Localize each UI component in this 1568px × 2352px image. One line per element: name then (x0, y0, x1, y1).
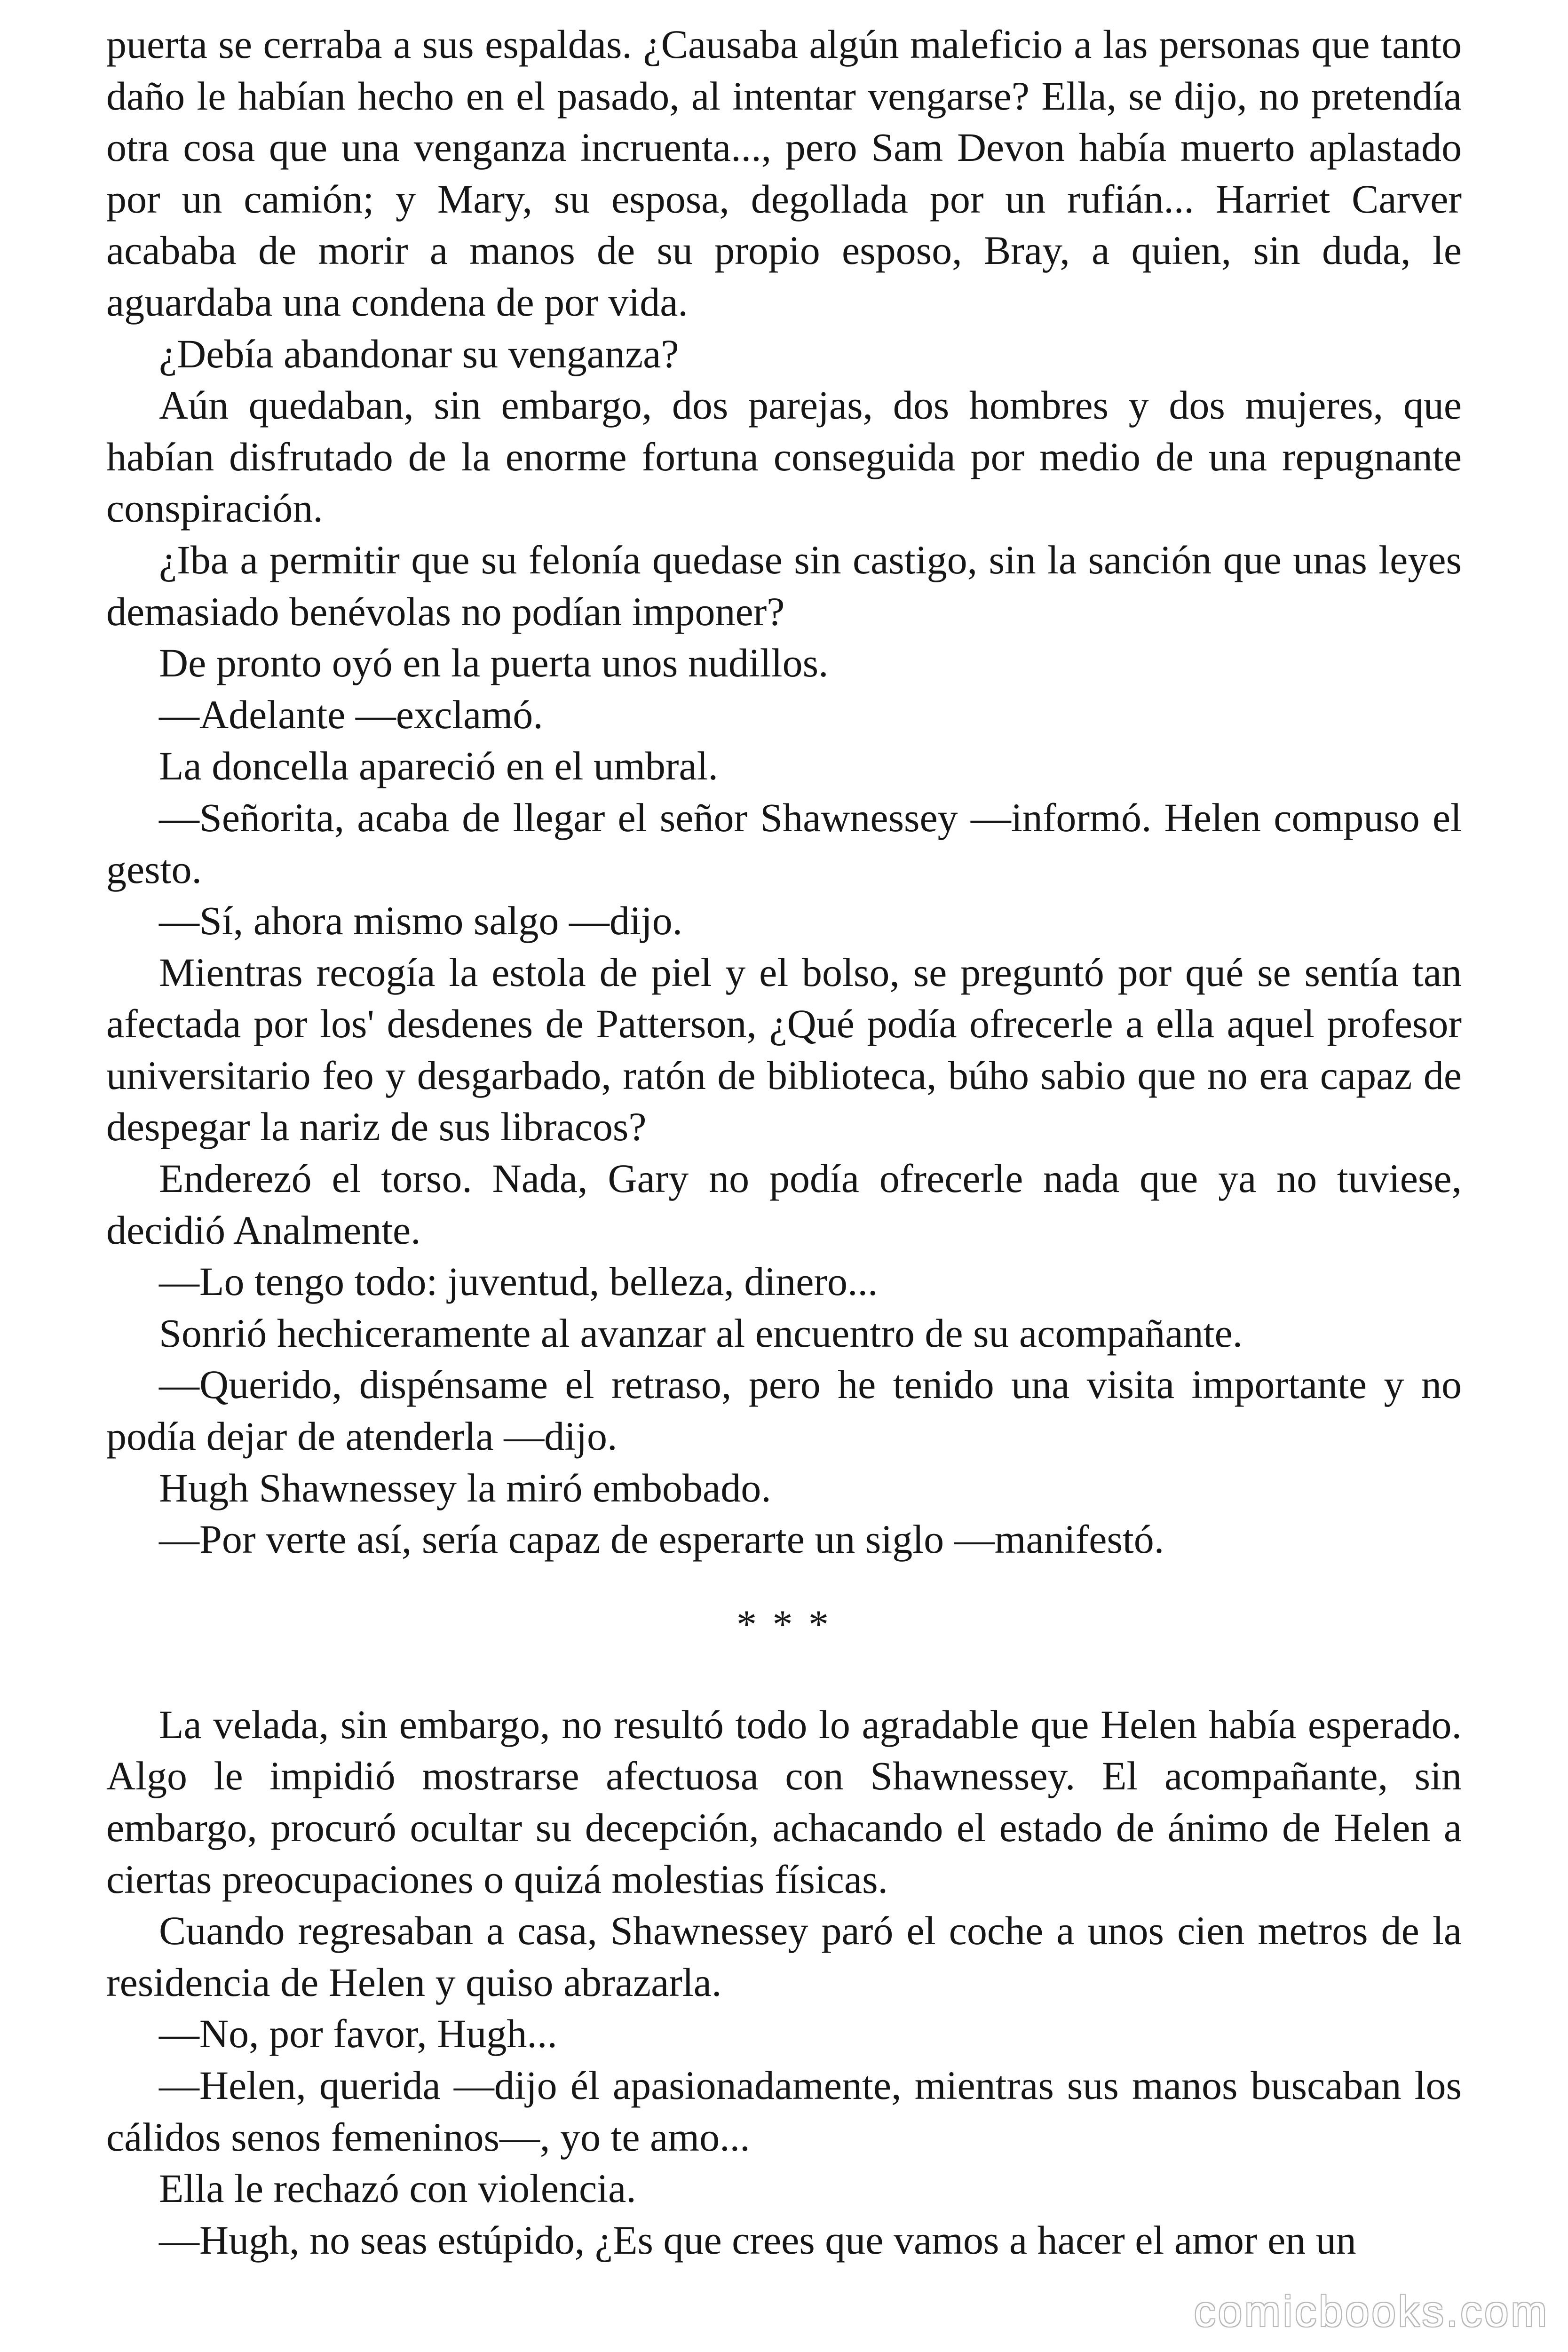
paragraph: ¿Debía abandonar su venganza? (159, 331, 679, 376)
paragraph: Mientras recogía la estola de piel y el bolso, se preguntó por qué se sentía tan afectada por los' desdenes de Patterson, ¿Qué podía ofrecerle a ella aquel profesor universitario feo y desgarbado, ratón de biblioteca, búho sabio que no era capaz de despegar la nariz de sus libracos? (106, 949, 1462, 1150)
paragraph: —Helen, querida —dijo él apasionadamente, mientras sus manos buscaban los cálidos senos femeninos—, yo te amo... (106, 2062, 1462, 2160)
paragraph: puerta se cerraba a sus espaldas. ¿Causaba algún maleficio a las personas que tanto daño le habían hecho en el pasado, al intentar vengarse? Ella, se dijo, no pretendía otra cosa que una venganza incruenta..., pero Sam Devon había muerto aplastado por un camión; y Mary, su esposa, degollada por un rufián... Harriet Carver acababa de morir a manos de su propio esposo, Bray, a quien, sin duda, le aguardaba una condena de por vida. (106, 22, 1462, 325)
watermark: comicbooks.com (1194, 2288, 1549, 2336)
paragraph: —Querido, dispénsame el retraso, pero he tenido una visita importante y no podía dejar de atenderla —dijo. (106, 1362, 1462, 1459)
paragraph: Hugh Shawnessey la miró embobado. (159, 1465, 771, 1510)
paragraph: —Lo tengo todo: juventud, belleza, dinero... (159, 1259, 878, 1304)
paragraph: Aún quedaban, sin embargo, dos parejas, dos hombres y dos mujeres, que habían disfrutado de la enorme fortuna conseguida por medio de una repugnante conspiración. (106, 382, 1462, 531)
paragraph: La doncella apareció en el umbral. (159, 743, 719, 789)
paragraph: De pronto oyó en la puerta unos nudillos. (159, 640, 829, 686)
paragraph: —Señorita, acaba de llegar el señor Shawnessey —informó. Helen compuso el gesto. (106, 795, 1462, 892)
paragraph: Enderezó el torso. Nada, Gary no podía ofrecerle nada que ya no tuviese, decidió Analmente. (106, 1156, 1462, 1253)
paragraph: Cuando regresaban a casa, Shawnessey paró el coche a unos cien metros de la residencia de Helen y quiso abrazarla. (106, 1908, 1462, 2005)
paragraph: —Por verte así, sería capaz de esperarte un siglo —manifestó. (159, 1517, 1164, 1562)
section-separator: * * * (736, 1601, 832, 1647)
paragraph: ¿Iba a permitir que su felonía quedase sin castigo, sin la sanción que unas leyes demasiado benévolas no podían imponer? (106, 537, 1462, 634)
paragraph: —Sí, ahora mismo salgo —dijo. (159, 898, 683, 944)
page-text (106, 19, 1462, 2266)
paragraph: —Hugh, no seas estúpido, ¿Es que crees que vamos a hacer el amor en un (159, 2217, 1356, 2263)
paragraph: Sonrió hechiceramente al avanzar al encuentro de su acompañante. (159, 1310, 1243, 1356)
paragraph: Ella le rechazó con violencia. (159, 2166, 636, 2211)
paragraph: —Adelante —exclamó. (159, 691, 543, 737)
paragraph: La velada, sin embargo, no resultó todo lo agradable que Helen había esperado. Algo le impidió mostrarse afectuosa con Shawnessey. El acompañante, sin embargo, procuró ocultar su decepción, achacando el estado de ánimo de Helen a ciertas preocupaciones o quizá molestias físicas. (106, 1701, 1462, 1902)
paragraph: —No, por favor, Hugh... (159, 2011, 557, 2057)
